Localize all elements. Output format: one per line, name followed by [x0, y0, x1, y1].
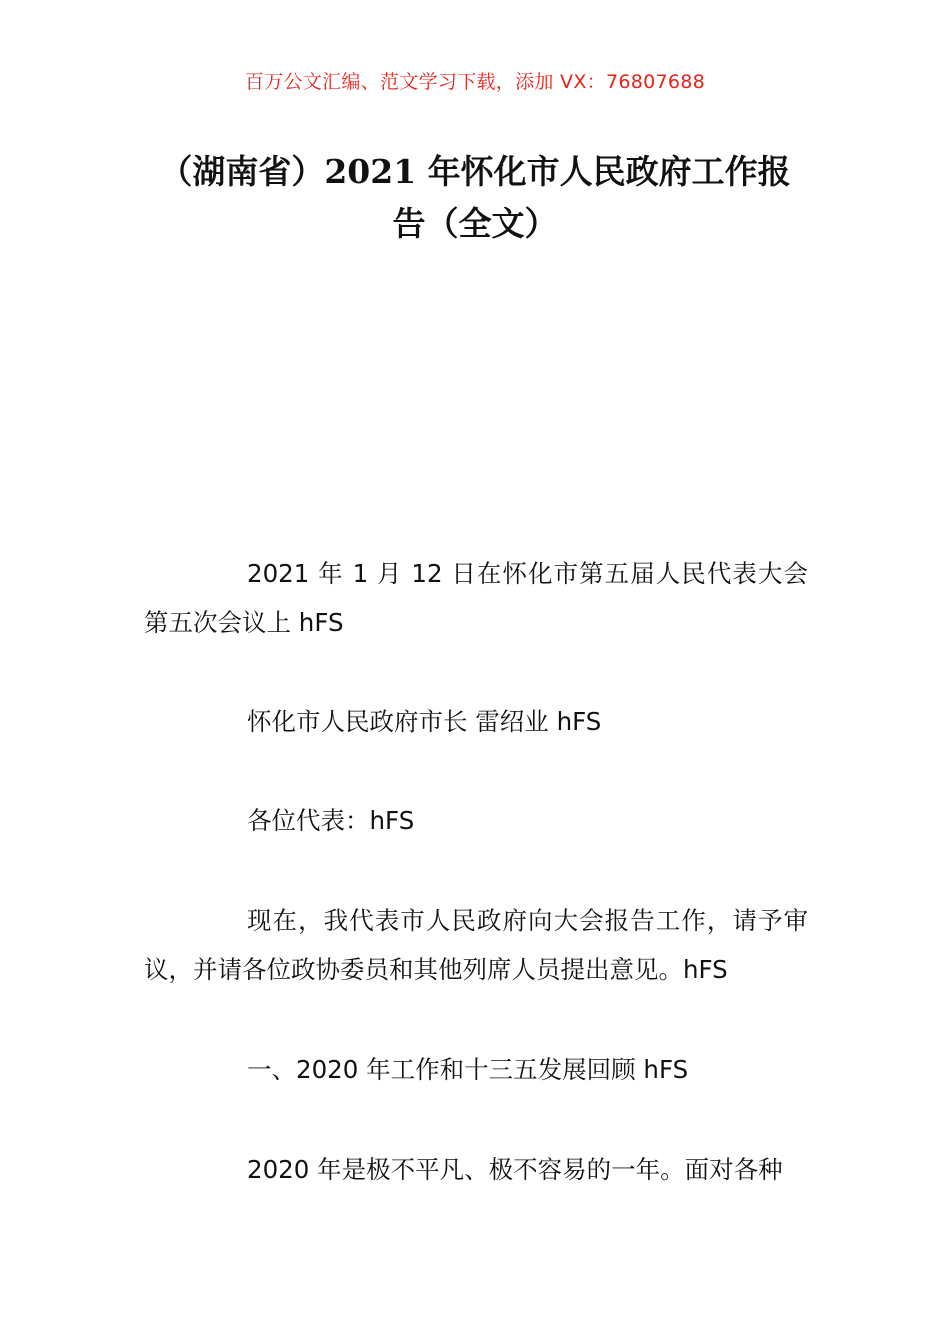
paragraph-intro [144, 896, 808, 994]
paragraph-mayor [144, 697, 808, 746]
paragraph-text: 现在，我代表市人民政府向大会报告工作，请予审议，并请各位政协委员和其他列席人员提出意见。hFS [144, 906, 808, 984]
paragraph-review [144, 1145, 808, 1194]
document-title [140, 146, 810, 250]
title-line-1: （湖南省）2021 年怀化市人民政府工作报 [159, 152, 791, 191]
paragraph-salutation [144, 796, 808, 845]
section-heading-1 [144, 1045, 808, 1094]
title-line-2: 告（全文） [392, 204, 558, 243]
paragraph-text: 各位代表：hFS [247, 806, 415, 835]
paragraph-text: 怀化市人民政府市长 雷绍业 hFS [247, 707, 602, 736]
paragraph-meeting-info [144, 549, 808, 647]
paragraph-text: 一、2020 年工作和十三五发展回顾 hFS [247, 1055, 689, 1084]
paragraph-text: 2020 年是极不平凡、极不容易的一年。面对各种 [247, 1155, 783, 1184]
promo-header: 百万公文汇编、范文学习下载，添加 VX：76807688 [244, 71, 706, 93]
paragraph-text: 2021 年 1 月 12 日在怀化市第五届人民代表大会第五次会议上 hFS [144, 559, 808, 637]
